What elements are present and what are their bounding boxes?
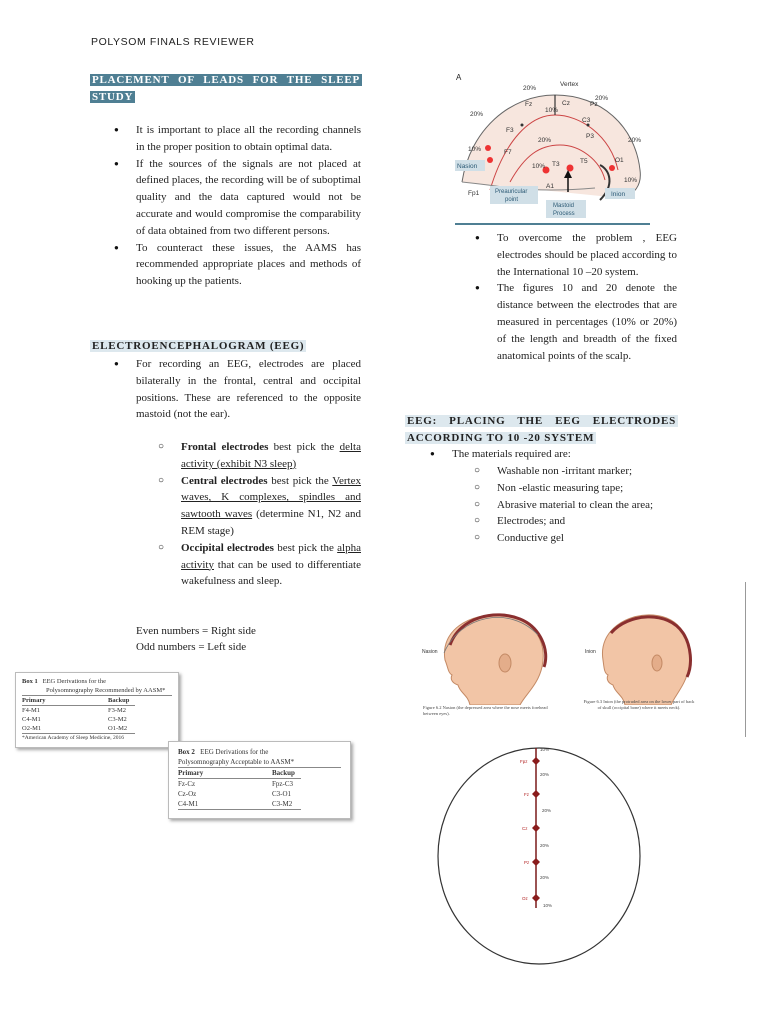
list-item-frontal: ○ Frontal electrodes best pick the delta activity (exhibit N3 sleep) xyxy=(181,439,361,473)
figure-nasion-head xyxy=(420,605,560,705)
svg-text:Cz: Cz xyxy=(562,100,570,107)
list-item-occipital: ○ Occipital electrodes best pick the alpha activity that can be used to differentiate wakefulness and sleep. xyxy=(181,540,361,590)
list-item: ○ Non -elastic measuring tape; xyxy=(497,480,678,497)
page-header: POLYSOM FINALS REVIEWER xyxy=(91,36,255,48)
svg-text:10%: 10% xyxy=(468,146,482,153)
edge-divider xyxy=(745,582,746,737)
svg-text:10%: 10% xyxy=(532,163,546,170)
list-item: ● For recording an EEG, electrodes are placed bilaterally in the frontal, central and occipital positions. These are referenced to the opposite mastoid (not the ear). xyxy=(136,356,361,423)
svg-text:T5: T5 xyxy=(580,158,588,165)
box2-derivations-acceptable: Box 2 EEG Derivations for the Polysomnography Acceptable to AASM* Primary Backup Fz-Cz Fpz-C3 Cz-Oz C3-O1 C4-M1 C3-M2 xyxy=(168,741,351,819)
svg-text:Fp1: Fp1 xyxy=(468,190,480,197)
list-item: ● It is important to place all the recording channels in the proper position to obtain optimal data. xyxy=(136,122,361,156)
svg-text:Cz: Cz xyxy=(522,826,528,831)
svg-text:C3: C3 xyxy=(582,117,591,124)
placement-bullets xyxy=(136,122,361,290)
section-title-placing-electrodes: EEG: PLACING THE EEG ELECTRODES ACCORDING TO 10 -20 SYSTEM xyxy=(407,415,676,444)
svg-text:T3: T3 xyxy=(552,161,560,168)
svg-text:F7: F7 xyxy=(504,149,512,156)
svg-text:Nasion: Nasion xyxy=(422,649,438,655)
svg-text:20%: 20% xyxy=(595,95,609,102)
section-title-eeg: ELECTROENCEPHALOGRAM (EEG) xyxy=(92,340,305,352)
svg-text:O1: O1 xyxy=(615,157,624,164)
materials-sublist xyxy=(497,463,678,547)
svg-text:20%: 20% xyxy=(540,875,550,880)
box1-derivations-recommended: Box 1 EEG Derivations for the Polysomnography Recommended by AASM* Primary Backup F4-M1 F3-M2 C4-M1 C3-M2 O2-M1 O1-M2 *American Academy of Sleep Medicine, 2016 xyxy=(15,672,179,748)
svg-text:Vertex: Vertex xyxy=(560,81,579,88)
figure-inion-head xyxy=(583,605,698,705)
svg-text:P3: P3 xyxy=(586,133,594,140)
svg-text:20%: 20% xyxy=(540,843,550,848)
figure-label: A xyxy=(456,73,462,82)
svg-text:20%: 20% xyxy=(540,772,550,777)
svg-text:Fz: Fz xyxy=(524,792,529,797)
list-item: ○ Conductive gel xyxy=(497,530,678,547)
svg-text:Fz: Fz xyxy=(525,101,533,108)
svg-text:Mastoid: Mastoid xyxy=(553,203,575,209)
svg-text:Nasion: Nasion xyxy=(457,163,478,170)
svg-text:10%: 10% xyxy=(540,747,550,752)
svg-text:Oz: Oz xyxy=(522,896,528,901)
even-numbers-note: Even numbers = Right side xyxy=(136,625,256,637)
figure-10-20-head-diagram xyxy=(450,70,655,230)
eeg-bullets xyxy=(136,356,361,423)
list-item-central: ○ Central electrodes best pick the Vertex waves, K complexes, spindles and sawtooth waves (determine N1, N2 and REM stage) xyxy=(181,473,361,540)
list-item: ● The materials required are: xyxy=(452,446,677,463)
svg-text:20%: 20% xyxy=(538,137,552,144)
list-item: ● To overcome the problem , EEG electrodes should be placed according to the International 10 –20 system. xyxy=(497,230,677,280)
materials-bullet xyxy=(452,446,677,463)
svg-text:Inion: Inion xyxy=(611,191,626,198)
figure-6-3-caption: Figure 6.3 Inion (the protruded area on the lower part of back of skull (occipital bone) where it meets neck). xyxy=(583,699,695,710)
svg-text:Pz: Pz xyxy=(590,101,598,108)
figure-6-2-caption: Figure 6.2 Nasion (the depressed area where the nose meets forehead between eyes). xyxy=(423,705,548,716)
figure-midline-electrodes xyxy=(432,744,647,969)
svg-text:20%: 20% xyxy=(523,85,537,92)
svg-text:point: point xyxy=(505,197,519,203)
list-item: ○ Abrasive material to clean the area; xyxy=(497,497,678,514)
list-item: ● To counteract these issues, the AAMS has recommended appropriate places and methods of hooking up the patients. xyxy=(136,240,361,290)
odd-numbers-note: Odd numbers = Left side xyxy=(136,641,247,653)
svg-text:A1: A1 xyxy=(546,183,554,190)
svg-text:10%: 10% xyxy=(545,107,559,114)
svg-text:Inion: Inion xyxy=(585,649,596,655)
svg-text:Pz: Pz xyxy=(524,860,530,865)
svg-text:F3: F3 xyxy=(506,127,514,134)
section-title-placement: PLACEMENT OF LEADS FOR THE SLEEP STUDY xyxy=(92,74,360,103)
electrode-sublist xyxy=(181,439,361,590)
svg-text:Fpz: Fpz xyxy=(520,759,528,764)
ten-twenty-bullets xyxy=(497,230,677,364)
list-item: ● If the sources of the signals are not placed at defined places, the recording will be of suboptimal quality and the data captured would not be accurate and would compromise the comparability of data obtained from two different persons. xyxy=(136,156,361,240)
svg-text:10%: 10% xyxy=(624,177,638,184)
svg-text:Preauricular: Preauricular xyxy=(495,189,528,195)
list-item: ● The figures 10 and 20 denote the distance between the electrodes that are measured in percentages (10% or 20%) of the length and breadth of the fixed anatomical points of the scalp. xyxy=(497,280,677,364)
svg-text:10%: 10% xyxy=(543,903,553,908)
list-item: ○ Electrodes; and xyxy=(497,513,678,530)
svg-text:20%: 20% xyxy=(470,111,484,118)
svg-text:20%: 20% xyxy=(628,137,642,144)
svg-text:20%: 20% xyxy=(542,808,552,813)
svg-text:Process: Process xyxy=(553,211,575,217)
list-item: ○ Washable non -irritant marker; xyxy=(497,463,678,480)
